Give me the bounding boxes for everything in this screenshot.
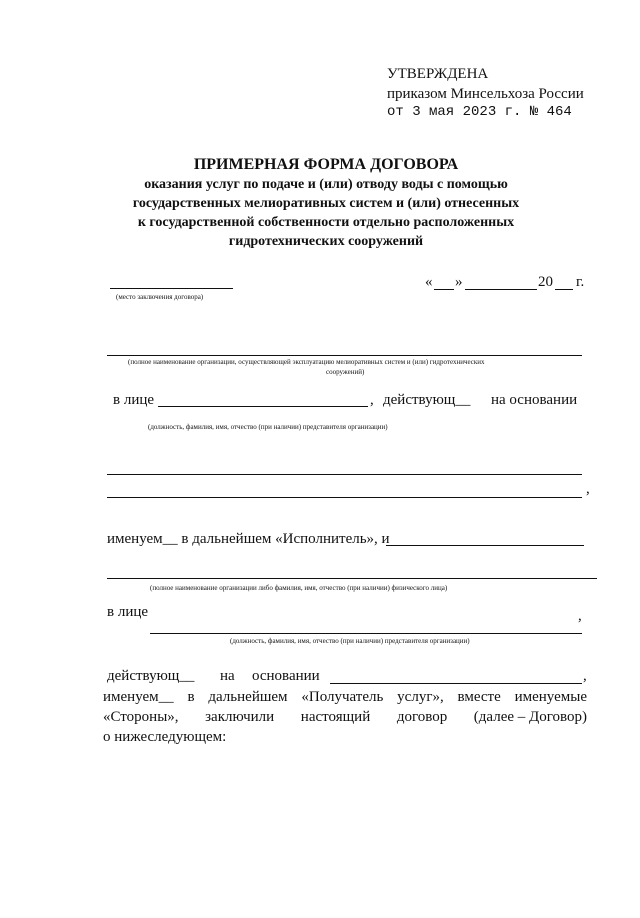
date-quote-open: « — [425, 274, 433, 290]
closing-word: «Стороны», — [103, 709, 179, 725]
closing-word: заключили — [205, 709, 275, 725]
executor-basis-line-2 — [107, 497, 582, 498]
closing-word: «Получатель — [301, 689, 384, 705]
heading-line-1: оказания услуг по подаче и (или) отводу воды с помощью — [144, 177, 508, 192]
closing-word: договор — [396, 709, 448, 725]
closing-basis-label: основании — [252, 668, 320, 684]
heading-title: ПРИМЕРНАЯ ФОРМА ДОГОВОРА — [193, 156, 459, 173]
executor-rep-caption: (должность, фамилия, имя, отчество (при наличии) представителя организации) — [148, 423, 388, 431]
closing-acting-label: действующ__ — [107, 668, 195, 684]
recipient-rep-line — [150, 633, 582, 634]
executor-org-line — [107, 355, 582, 356]
recipient-org-caption: (полное наименование организации либо фамилия, имя, отчество (при наличии) физического лица) — [150, 584, 448, 592]
document-heading — [60, 155, 580, 251]
closing-word: именуем__ — [103, 689, 174, 705]
executor-org-caption-1: (полное наименование организации, осуществляющей эксплуатацию мелиоративных систем и (или) гидротехнических — [128, 358, 485, 366]
approval-order: приказом Минсельхоза России — [387, 86, 584, 102]
heading-line-2: государственных мелиоративных систем и (или) отнесенных — [132, 196, 520, 211]
executor-org-caption-2: сооружений) — [326, 368, 365, 376]
approval-title: УТВЕРЖДЕНА — [387, 66, 489, 82]
recipient-rep-caption: (должность, фамилия, имя, отчество (при наличии) представителя организации) — [230, 637, 470, 645]
recipient-in-person-label: в лице — [107, 604, 149, 620]
executor-named-text: именуем__ в дальнейшем «Исполнитель», и — [107, 531, 390, 547]
closing-word: (далее – Договор) — [473, 709, 587, 725]
closing-basis-comma: , — [583, 668, 587, 684]
executor-on-basis-label: на основании — [491, 392, 578, 408]
approval-date-number: от 3 мая 2023 г. № 464 — [387, 104, 572, 120]
recipient-name-line — [386, 545, 584, 546]
date-day-line — [434, 289, 454, 290]
executor-basis-comma: , — [586, 481, 590, 497]
executor-rep-line — [158, 406, 368, 407]
recipient-rep-comma: , — [578, 608, 582, 624]
place-field-line — [110, 288, 233, 289]
heading-line-4: гидротехнических сооружений — [228, 234, 424, 249]
date-year-line — [555, 289, 573, 290]
recipient-org-line — [107, 578, 597, 579]
executor-basis-line-1 — [107, 474, 582, 475]
date-quote-close: » — [455, 274, 463, 290]
closing-word: настоящий — [300, 709, 371, 725]
closing-word: услуг», — [397, 689, 444, 705]
heading-line-3: к государственной собственности отдельно расположенных — [137, 215, 515, 230]
closing-word: дальнейшем — [208, 689, 288, 705]
date-year-prefix: 20 — [538, 274, 553, 290]
closing-word: именуемые — [514, 689, 587, 705]
closing-word: в — [187, 689, 195, 705]
closing-basis-line — [330, 683, 582, 684]
executor-acting-label: действующ__ — [383, 392, 471, 408]
closing-line-3 — [103, 709, 587, 726]
closing-on-label: на — [220, 668, 235, 684]
date-year-suffix: г. — [576, 274, 585, 290]
place-caption: (место заключения договора) — [116, 293, 204, 301]
closing-line-4: о нижеследующем: — [103, 729, 227, 745]
closing-line-2 — [103, 689, 587, 706]
closing-word: вместе — [457, 689, 501, 705]
executor-rep-comma: , — [370, 392, 374, 408]
executor-in-person-label: в лице — [113, 392, 155, 408]
date-month-line — [465, 289, 537, 290]
